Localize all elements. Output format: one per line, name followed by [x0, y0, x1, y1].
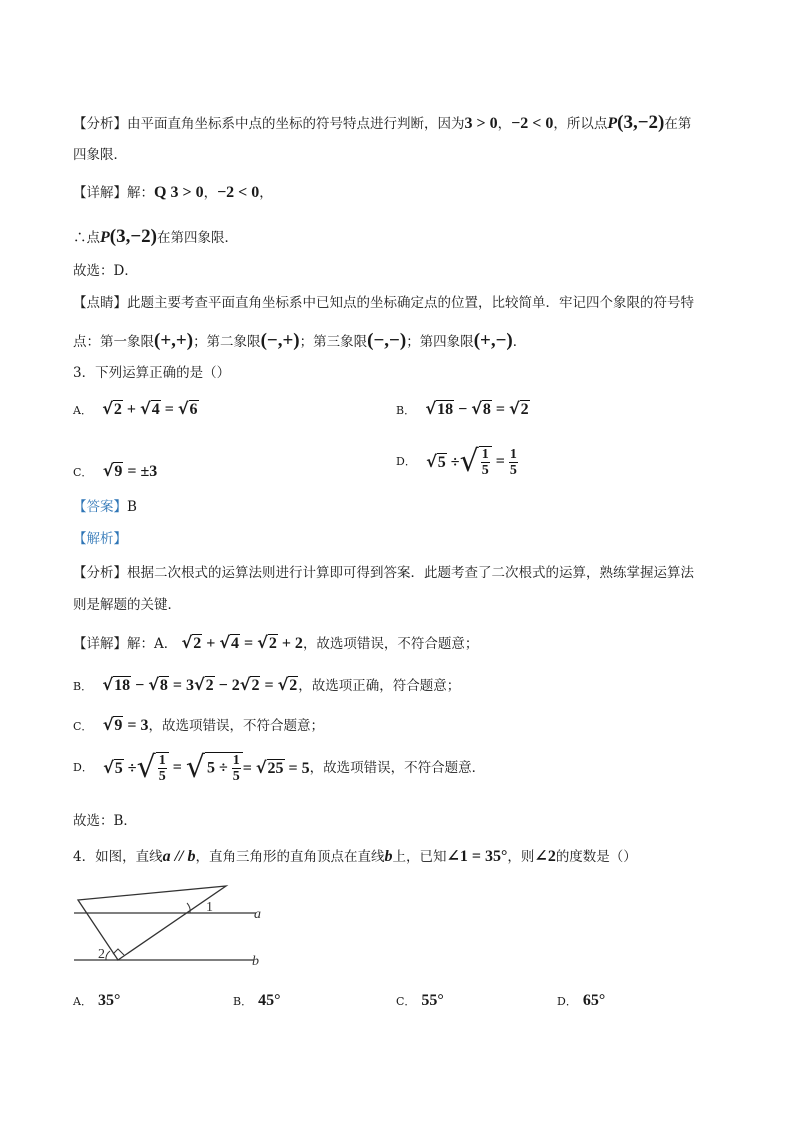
choice-text: 故选：B． [73, 813, 137, 829]
detail-tag: 【详解】 [73, 636, 127, 652]
stem-text: ，直角三角形的直角顶点在直线 [195, 849, 385, 865]
therefore-text: ∴点 [73, 230, 100, 246]
sqrt-fraction: √ $\frac{1}{5}$ [137, 752, 169, 784]
detail-d-expr: √5 ÷ [103, 757, 137, 777]
point-coords: (3,−2) [109, 226, 158, 247]
option-d-expr: √5 ÷ [426, 451, 460, 471]
analysis-text: 由平面直角坐标系中点的坐标的符号特点进行判断，因为 [127, 116, 465, 132]
sqrt-expression: √ 5 ÷ $\frac{1}{5}$ [186, 752, 243, 784]
equals: = 3 [168, 677, 194, 694]
radicand: 2 [268, 635, 277, 652]
operator: ÷ [123, 759, 137, 777]
radicand: 2 [113, 401, 122, 418]
quadrant-4-sign: (+,−) [473, 330, 513, 351]
detail-text-3: 在第四象限． [157, 230, 239, 246]
stem-text: ，则 [507, 849, 535, 865]
angle-2-arc [106, 951, 110, 960]
q4-option-d [557, 992, 605, 1011]
radicand: 2 [289, 677, 298, 694]
denominator: 5 [232, 769, 240, 784]
numerator: 1 [481, 447, 489, 462]
equals: = [491, 453, 509, 470]
equals: = [168, 759, 186, 776]
operator: − [131, 677, 149, 694]
radicand: 9 [114, 717, 123, 734]
option-d-label: D． [557, 995, 577, 1008]
comment-q2-line2 [73, 332, 526, 351]
analysis-text: 根据二次根式的运算法则进行计算即可得到答案．此题考查了二次根式的运算，熟练掌握运算法 [127, 565, 694, 581]
point-label: P [607, 115, 618, 132]
question-stem: 3．下列运算正确的是（） [73, 365, 231, 381]
option-b-value: 45° [258, 992, 281, 1009]
option-b-label: B． [396, 404, 416, 417]
inner-expr: 5 ÷ [206, 759, 232, 777]
analysis-text-3: 在第 [664, 116, 692, 132]
radicand: 2 [205, 677, 214, 694]
denominator: 5 [481, 463, 489, 478]
q4-stem [73, 848, 637, 866]
answer-value: B [127, 499, 137, 515]
q3-analysis-line1 [73, 564, 694, 582]
radicand: 2 [251, 677, 260, 694]
equals: = [240, 635, 258, 652]
q3-option-b [396, 400, 530, 420]
answer-tag: 【答案】 [73, 499, 127, 515]
radicand: 2 [193, 635, 202, 652]
result: = 5 [284, 759, 310, 777]
operator: − [454, 401, 472, 418]
q3-detail-b [73, 676, 460, 696]
option-a-label: A． [73, 995, 92, 1008]
detail-text: ，故选项错误，不符合题意； [302, 636, 479, 652]
label-1: 1 [206, 900, 213, 915]
detail-text: ，故选项正确，符合题意； [298, 678, 461, 694]
q3-detail-a [73, 634, 478, 653]
radicand: 4 [231, 635, 240, 652]
detail-text: 解：A． [127, 636, 178, 652]
radicand: 6 [189, 401, 198, 418]
option-a-expr: √2 + √4 = √6 [102, 399, 198, 418]
equals: = [260, 677, 278, 694]
radicand: 5 [114, 759, 123, 777]
q3-detail-c [73, 716, 324, 736]
numerator: 1 [232, 753, 240, 768]
q4-option-b [233, 992, 281, 1011]
stem-text: 上，已知 [392, 849, 447, 865]
comment-text: ；第二象限 [193, 334, 261, 350]
comma: ， [259, 185, 273, 201]
label-2: 2 [98, 947, 105, 962]
numerator: 1 [158, 753, 166, 768]
q4-option-c [396, 992, 444, 1011]
parallel-expr: a // b [162, 848, 196, 865]
comment-q2-line1 [73, 294, 694, 312]
quadrant-1-sign: (+,+) [154, 330, 194, 351]
detail-a-expr: √2 + √4 = √2 + 2 [181, 633, 303, 652]
option-c-label: C． [73, 466, 93, 479]
option-label: C． [73, 720, 93, 733]
option-label: B． [73, 680, 93, 693]
comma: ， [203, 185, 218, 201]
radicand: 8 [159, 677, 168, 694]
radicand: 4 [151, 401, 160, 418]
q3-option-d [396, 446, 518, 486]
radicand: 2 [520, 401, 529, 418]
comment-text: ． [512, 334, 527, 350]
detail-q2-choice [73, 262, 138, 280]
radicand: 9 [114, 463, 123, 480]
q3-analysis-line2 [73, 596, 181, 614]
comment-tag: 【点睛】 [73, 295, 127, 311]
stem-text: 4．如图，直线 [73, 849, 163, 865]
point-label: P [100, 229, 110, 246]
detail-q2-line2 [73, 228, 238, 247]
result: ±3 [140, 463, 158, 480]
denominator: 5 [158, 769, 166, 784]
operator: + [202, 635, 220, 652]
equals: = [123, 463, 141, 480]
q4-figure [70, 880, 280, 972]
operator: − 2 [214, 677, 240, 694]
sqrt-fraction: √ $\frac{1}{5}$ [460, 446, 492, 478]
stem-text: 的度数是（） [555, 849, 637, 865]
quadrant-2-sign: (−,+) [260, 330, 300, 351]
q3-option-c [73, 462, 157, 482]
quadrant-3-sign: (−,−) [367, 330, 407, 351]
detail-c-expr: √9 = 3 [102, 715, 149, 734]
q3-option-a [73, 400, 199, 420]
radicand: 18 [437, 401, 454, 418]
radicand: 5 [437, 453, 446, 471]
equals: = [160, 401, 178, 418]
q4-option-a [73, 992, 120, 1011]
option-label: D． [73, 761, 93, 774]
operator: ÷ [446, 453, 460, 471]
point-coords: (3,−2) [617, 112, 665, 133]
choice-text: 故选：D． [73, 263, 138, 279]
analysis-text-2: ，所以点 [553, 116, 608, 132]
denominator: 5 [509, 462, 517, 478]
option-d-value: 65° [582, 992, 606, 1009]
analysis-text: 则是解题的关键． [73, 597, 181, 613]
angle-2-expr: ∠2 [534, 848, 556, 865]
detail-text: ，故选项错误，不符合题意． [309, 760, 486, 776]
detail-text: 解： [127, 185, 154, 201]
option-a-label: A． [73, 404, 92, 417]
inequality-1: 3 > 0 [464, 115, 498, 132]
comment-text: ；第三象限 [299, 334, 368, 350]
inequality-2: −2 < 0 [511, 115, 554, 132]
option-c-label: C． [396, 995, 416, 1008]
analysis-text-4: 四象限． [73, 147, 127, 163]
detail-q2-line1 [73, 184, 273, 202]
comment-text: 点：第一象限 [73, 334, 154, 350]
option-d-label: D． [396, 455, 416, 468]
detail-b-expr: √18 − √8 = 3√2 − 2√2 = √2 [102, 675, 298, 694]
detail-text: ，故选项错误，不符合题意； [148, 718, 325, 734]
equals: = 3 [123, 717, 149, 734]
option-b-expr: √18 − √8 = √2 [425, 399, 529, 418]
radicand: 8 [482, 401, 491, 418]
equals: = [491, 401, 509, 418]
analysis-q2-line1 [73, 114, 691, 133]
analysis-tag: 【分析】 [73, 565, 127, 581]
option-b-label: B． [233, 995, 253, 1008]
label-b: b [252, 954, 259, 969]
equals: = [242, 759, 256, 777]
analysis-q2-line2 [73, 146, 127, 164]
q3-explain [73, 530, 127, 548]
q3-detail-choice [73, 812, 137, 830]
operator: + 2 [277, 635, 303, 652]
result-fraction [509, 447, 518, 478]
label-a: a [254, 907, 261, 922]
option-a-value: 35° [97, 992, 121, 1009]
inequality-2: −2 < 0 [217, 184, 260, 201]
radicand: 18 [114, 677, 131, 694]
radicand: 25 [267, 759, 284, 777]
option-c-value: 55° [421, 992, 444, 1009]
operator: + [122, 401, 141, 418]
comment-text: 此题主要考查平面直角坐标系中已知点的坐标确定点的位置，比较简单．牢记四个象限的符号特 [127, 295, 694, 311]
comma: ， [497, 116, 512, 132]
option-c-expr: √9 = ±3 [102, 461, 158, 480]
analysis-tag: 【分析】 [73, 116, 127, 132]
detail-tag: 【详解】 [73, 185, 127, 201]
q3-detail-d: D． √5 ÷√ $\frac{1}{5}$ = √ 5 ÷ $\frac{1}{5}$ = √25 = 5，故选项错误，不符合题意． [73, 750, 486, 785]
q3-stem [73, 364, 230, 382]
numerator: 1 [509, 446, 517, 462]
because-inequality: Q 3 > 0 [154, 184, 204, 201]
angle-1-expr: ∠1 = 35° [446, 848, 508, 865]
explain-tag: 【解析】 [73, 531, 127, 547]
line-b-label: b [384, 848, 393, 865]
q3-answer [73, 498, 137, 516]
comment-text: ；第四象限 [406, 334, 474, 350]
